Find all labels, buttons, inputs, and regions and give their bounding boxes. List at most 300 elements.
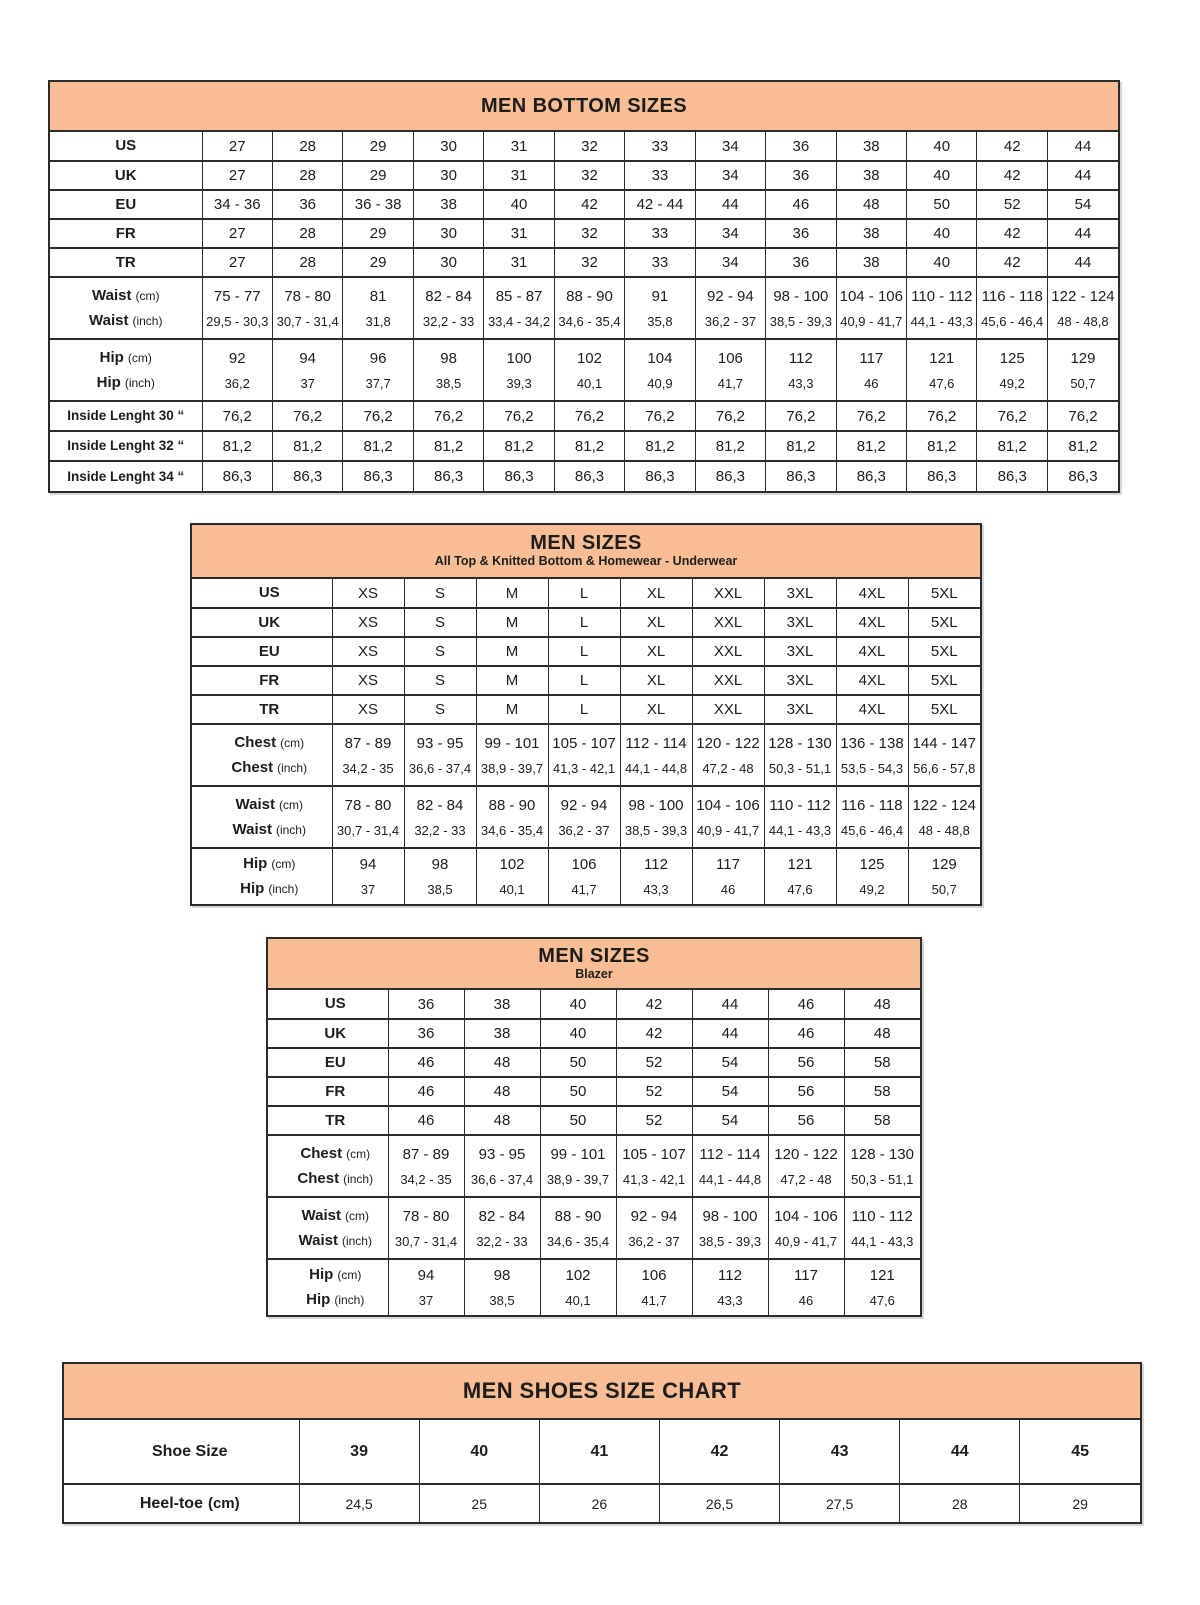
- value-cell: 81,2: [484, 431, 554, 461]
- value-cell: XS: [332, 666, 404, 695]
- value-cm: 116 - 118: [841, 796, 903, 814]
- value-inch: 33,4 - 34,2: [487, 313, 551, 329]
- value-cell: 29: [343, 248, 413, 277]
- value-cell: 50: [540, 1048, 616, 1077]
- row-label: [268, 990, 388, 1019]
- value-cell: 81,2: [1047, 431, 1118, 461]
- men-sizes-top-subtitle: All Top & Knitted Bottom & Homewear - Underwear: [434, 554, 738, 569]
- value-cell: 27,5: [780, 1484, 900, 1522]
- row-label-unit: (cm): [271, 857, 296, 871]
- row-label-line: [283, 1113, 388, 1129]
- value-cell: 34: [695, 132, 765, 161]
- value-cm: 121: [869, 1267, 895, 1284]
- value-cell: 76,2: [343, 401, 413, 431]
- value-stack: [333, 797, 404, 838]
- row-label-line: [207, 585, 332, 601]
- value-cm: 110 - 112: [769, 796, 831, 814]
- value-cell: [692, 1197, 768, 1259]
- table-row: [192, 724, 980, 786]
- row-label-line: [50, 313, 202, 329]
- value-stack: [405, 797, 476, 838]
- value-cell: 52: [616, 1048, 692, 1077]
- row-label-line: [283, 1146, 388, 1162]
- value-cell: 3XL: [764, 695, 836, 724]
- value-cell: L: [548, 579, 620, 608]
- row-label: [268, 1019, 388, 1048]
- value-cell: 86,3: [977, 461, 1047, 491]
- row-label-text: Waist: [235, 795, 275, 813]
- row-label-stack: [207, 735, 332, 776]
- value-cell: [1047, 277, 1118, 339]
- value-cm: 92: [228, 349, 246, 367]
- value-stack: [837, 350, 906, 391]
- value-stack: [343, 350, 412, 391]
- value-cell: [977, 339, 1047, 401]
- value-cm: 122 - 124: [912, 796, 976, 814]
- value-inch: 44,1 - 43,3: [768, 822, 832, 838]
- value-cell: 40: [907, 248, 977, 277]
- men-sizes-top-header-band: [192, 525, 980, 579]
- value-cell: 52: [977, 190, 1047, 219]
- value-cell: 45: [1020, 1420, 1140, 1484]
- row-label-line: [81, 1496, 299, 1512]
- value-cell: [554, 277, 624, 339]
- value-stack: [617, 1267, 692, 1308]
- value-cell: 42: [977, 248, 1047, 277]
- value-cell: 54: [692, 1048, 768, 1077]
- men-bottom-sizes-grid: [50, 132, 1118, 491]
- value-cm: 88 - 90: [554, 1207, 602, 1225]
- value-stack: [845, 1208, 921, 1249]
- value-inch: 37: [300, 375, 315, 391]
- value-cell: 32: [554, 132, 624, 161]
- value-cell: [404, 724, 476, 786]
- value-cm: 81: [369, 287, 387, 305]
- value-cell: 27: [202, 219, 272, 248]
- value-cell: [1047, 339, 1118, 401]
- value-inch: 30,7 - 31,4: [394, 1233, 458, 1249]
- value-cell: [616, 1259, 692, 1315]
- men-shoes-grid: [64, 1420, 1140, 1522]
- value-cell: [476, 724, 548, 786]
- value-stack: [203, 350, 272, 391]
- value-stack: [414, 350, 483, 391]
- value-cell: XL: [620, 637, 692, 666]
- row-label: [268, 1259, 388, 1315]
- men-bottom-sizes-title: MEN BOTTOM SIZES: [480, 95, 688, 117]
- value-stack: [389, 1267, 464, 1308]
- value-inch: 38,5 - 39,3: [769, 313, 832, 329]
- value-stack: [693, 735, 764, 776]
- value-cm: 117: [716, 856, 740, 873]
- value-cell: [202, 339, 272, 401]
- value-stack: [333, 856, 404, 897]
- value-cell: 50: [907, 190, 977, 219]
- value-cell: [766, 339, 836, 401]
- value-cell: 41: [539, 1420, 659, 1484]
- value-inch: 45,6 - 46,4: [981, 313, 1044, 329]
- value-cell: 38: [413, 190, 483, 219]
- value-cell: 81,2: [272, 431, 342, 461]
- value-inch: 36,6 - 37,4: [408, 760, 472, 776]
- row-label-stack: [283, 1208, 388, 1249]
- value-stack: [333, 735, 404, 776]
- value-inch: 43,3: [788, 375, 814, 391]
- value-cell: 86,3: [1047, 461, 1118, 491]
- value-stack: [389, 1146, 464, 1187]
- value-cell: [908, 848, 980, 904]
- value-cell: [540, 1259, 616, 1315]
- value-cm: 98: [493, 1267, 511, 1284]
- value-inch: 40,1: [576, 375, 603, 391]
- row-label-line: [207, 856, 332, 872]
- value-inch: 32,2 - 33: [422, 313, 475, 329]
- value-stack: [845, 1267, 921, 1308]
- value-stack: [1048, 288, 1118, 329]
- row-label: [50, 461, 202, 491]
- value-cell: [404, 848, 476, 904]
- table-row: [50, 431, 1118, 461]
- value-stack: [625, 288, 694, 329]
- value-cell: [388, 1197, 464, 1259]
- row-label-unit: (cm): [280, 735, 305, 750]
- row-label-text: EU: [115, 195, 137, 213]
- value-inch: 35,8: [647, 313, 673, 329]
- row-label: [192, 608, 332, 637]
- value-cell: [484, 277, 554, 339]
- row-label-text: FR: [115, 224, 136, 242]
- value-inch: 56,6 - 57,8: [913, 760, 976, 776]
- value-stack: [414, 288, 483, 329]
- value-cell: 36: [766, 161, 836, 190]
- value-cell: 31: [484, 248, 554, 277]
- value-cell: 34 - 36: [202, 190, 272, 219]
- value-stack: [765, 735, 836, 776]
- value-cell: [554, 339, 624, 401]
- value-cell: [332, 848, 404, 904]
- row-label-text: Hip: [96, 373, 121, 391]
- table-row: [268, 990, 920, 1019]
- value-cell: [695, 339, 765, 401]
- value-cm: 98 - 100: [773, 287, 829, 305]
- value-cell: 31: [484, 161, 554, 190]
- row-label-stack: [283, 1267, 388, 1308]
- value-inch: 36,2 - 37: [704, 313, 757, 329]
- value-cm: 94: [359, 856, 377, 873]
- value-cell: 33: [625, 161, 695, 190]
- value-cell: XL: [620, 666, 692, 695]
- value-inch: 36,2: [224, 375, 250, 391]
- value-cell: 32: [554, 248, 624, 277]
- value-cell: 42: [977, 219, 1047, 248]
- value-cell: 44: [692, 990, 768, 1019]
- table-row: [50, 401, 1118, 431]
- value-stack: [549, 735, 620, 776]
- value-cell: 48: [844, 990, 920, 1019]
- value-inch: 37: [418, 1293, 434, 1308]
- value-cm: 88 - 90: [488, 796, 536, 814]
- value-cm: 104 - 106: [774, 1207, 838, 1225]
- value-cell: 46: [388, 1048, 464, 1077]
- value-cell: [908, 786, 980, 848]
- row-label-unit: (cm): [346, 1146, 371, 1161]
- table-row: [192, 848, 980, 904]
- value-cell: 44: [1047, 248, 1118, 277]
- men-shoes-size-table: [62, 1362, 1142, 1524]
- value-cell: 40: [419, 1420, 539, 1484]
- row-label-text: UK: [114, 166, 137, 184]
- value-stack: [837, 288, 906, 329]
- value-cell: 54: [1047, 190, 1118, 219]
- value-stack: [273, 350, 342, 391]
- row-label-unit: (cm): [344, 1208, 369, 1223]
- row-label-line: [207, 702, 332, 718]
- value-cell: [692, 786, 764, 848]
- value-stack: [766, 350, 835, 391]
- value-stack: [693, 797, 764, 838]
- value-cell: 76,2: [836, 401, 906, 431]
- value-cell: XS: [332, 608, 404, 637]
- value-inch: 31,8: [365, 313, 391, 329]
- row-label-unit: (inch): [277, 760, 308, 775]
- row-label-line: [50, 197, 202, 213]
- value-cell: 48: [464, 1106, 540, 1135]
- value-cell: 30: [413, 161, 483, 190]
- men-bottom-sizes-header-band: [50, 82, 1118, 132]
- row-label-text: Waist: [301, 1206, 341, 1224]
- row-label-line: [207, 615, 332, 631]
- men-sizes-blazer-title: MEN SIZES: [538, 944, 650, 967]
- value-cm: 120 - 122: [774, 1145, 838, 1163]
- value-cell: [692, 1259, 768, 1315]
- row-label-line: [283, 1267, 388, 1283]
- value-stack: [541, 1146, 616, 1187]
- value-cell: XXL: [692, 579, 764, 608]
- table-row: [268, 1048, 920, 1077]
- row-label: [192, 666, 332, 695]
- value-inch: 38,5 - 39,3: [624, 822, 688, 838]
- value-inch: 50,3 - 51,1: [768, 760, 832, 776]
- value-cell: 36: [766, 248, 836, 277]
- row-label-line: [207, 735, 332, 751]
- value-cm: 106: [641, 1267, 667, 1284]
- value-cell: 30: [413, 248, 483, 277]
- value-stack: [765, 856, 836, 897]
- value-cell: [464, 1197, 540, 1259]
- value-cell: 36: [766, 219, 836, 248]
- value-cell: XXL: [692, 695, 764, 724]
- value-cell: 42: [616, 990, 692, 1019]
- value-cell: [464, 1135, 540, 1197]
- row-label-text: US: [258, 584, 280, 601]
- value-stack: [621, 735, 692, 776]
- value-stack: [769, 1208, 844, 1249]
- value-cell: 4XL: [836, 695, 908, 724]
- row-label-text: Waist: [232, 820, 272, 838]
- value-stack: [541, 1208, 616, 1249]
- value-cell: [768, 1259, 844, 1315]
- row-label-text: Hip: [243, 855, 268, 872]
- value-cell: 76,2: [272, 401, 342, 431]
- value-inch: 41,7: [717, 375, 744, 391]
- value-cell: 24,5: [299, 1484, 419, 1522]
- value-cell: 81,2: [413, 431, 483, 461]
- value-inch: 36,6 - 37,4: [470, 1171, 534, 1187]
- value-cell: 46: [388, 1077, 464, 1106]
- value-cm: 85 - 87: [495, 287, 543, 305]
- value-cell: [476, 786, 548, 848]
- value-cell: 56: [768, 1048, 844, 1077]
- row-label-text: UK: [324, 1024, 347, 1042]
- value-cell: 76,2: [907, 401, 977, 431]
- value-stack: [621, 797, 692, 838]
- value-cell: 46: [766, 190, 836, 219]
- value-cm: 104 - 106: [839, 287, 903, 305]
- value-cell: M: [476, 579, 548, 608]
- row-label: [192, 724, 332, 786]
- value-cm: 75 - 77: [213, 287, 261, 305]
- value-cell: 48: [464, 1048, 540, 1077]
- value-cell: 3XL: [764, 579, 836, 608]
- value-cm: 82 - 84: [425, 287, 472, 305]
- value-cell: [768, 1197, 844, 1259]
- value-cm: 93 - 95: [416, 734, 464, 752]
- value-cm: 98 - 100: [702, 1207, 758, 1225]
- value-cell: 81,2: [343, 431, 413, 461]
- value-cm: 125: [999, 349, 1025, 367]
- value-cell: L: [548, 695, 620, 724]
- value-inch: 47,6: [929, 375, 955, 391]
- men-sizes-blazer-header-band: [268, 939, 920, 990]
- value-inch: 43,3: [643, 882, 669, 897]
- row-label-text: TR: [325, 1111, 346, 1129]
- value-cell: 31: [484, 219, 554, 248]
- value-cell: [766, 277, 836, 339]
- value-cell: [768, 1135, 844, 1197]
- value-cell: 58: [844, 1077, 920, 1106]
- value-cm: 92 - 94: [707, 287, 754, 305]
- value-stack: [617, 1146, 692, 1187]
- value-inch: 37,7: [365, 375, 391, 391]
- table-row: [50, 161, 1118, 190]
- value-cell: [844, 1259, 920, 1315]
- value-cell: 28: [272, 219, 342, 248]
- value-cell: 81,2: [766, 431, 836, 461]
- value-stack: [769, 1267, 844, 1308]
- value-cell: 56: [768, 1106, 844, 1135]
- row-label: [50, 248, 202, 277]
- value-cell: [844, 1135, 920, 1197]
- value-cell: [540, 1135, 616, 1197]
- value-cell: [202, 277, 272, 339]
- value-cell: 54: [692, 1077, 768, 1106]
- value-stack: [617, 1208, 692, 1249]
- value-stack: [837, 735, 908, 776]
- value-inch: 34,6 - 35,4: [558, 313, 621, 329]
- value-cell: [540, 1197, 616, 1259]
- value-stack: [484, 350, 553, 391]
- value-cell: 38: [836, 132, 906, 161]
- value-cell: 27: [202, 248, 272, 277]
- row-label-text: FR: [325, 1082, 346, 1100]
- value-cell: 3XL: [764, 666, 836, 695]
- value-inch: 38,9 - 39,7: [546, 1171, 610, 1187]
- value-stack: [837, 797, 908, 838]
- value-inch: 47,2 - 48: [780, 1171, 832, 1187]
- value-cell: 86,3: [413, 461, 483, 491]
- value-inch: 44,1 - 43,3: [851, 1233, 914, 1249]
- value-cell: 46: [768, 1019, 844, 1048]
- value-cell: [343, 339, 413, 401]
- value-cell: 33: [625, 132, 695, 161]
- value-cell: 3XL: [764, 608, 836, 637]
- value-cell: 36: [272, 190, 342, 219]
- value-cell: 27: [202, 132, 272, 161]
- value-inch: 50,7: [931, 882, 957, 897]
- value-stack: [625, 350, 694, 391]
- row-label-text: TR: [115, 253, 136, 271]
- value-inch: 47,2 - 48: [702, 760, 754, 776]
- value-inch: 50,3 - 51,1: [851, 1171, 914, 1187]
- value-cell: 28: [272, 248, 342, 277]
- row-label-line: [50, 469, 202, 485]
- value-inch: 34,2 - 35: [342, 760, 394, 776]
- value-cell: 50: [540, 1106, 616, 1135]
- value-inch: 37: [360, 882, 376, 897]
- row-label-stack: [50, 288, 202, 329]
- row-label: [192, 579, 332, 608]
- row-label-text: TR: [259, 700, 280, 718]
- value-cell: 36: [388, 990, 464, 1019]
- value-inch: 40,1: [565, 1293, 591, 1308]
- value-stack: [977, 288, 1046, 329]
- value-cell: 50: [540, 1077, 616, 1106]
- value-inch: 34,6 - 35,4: [546, 1233, 610, 1249]
- value-cell: [625, 277, 695, 339]
- table-row: [64, 1420, 1140, 1484]
- value-cm: 112 - 114: [625, 734, 687, 752]
- value-cell: [343, 277, 413, 339]
- value-cm: 100: [506, 349, 532, 367]
- value-cell: 3XL: [764, 637, 836, 666]
- value-cm: 117: [794, 1267, 818, 1284]
- men-sizes-blazer-table: [266, 937, 922, 1317]
- table-row: [192, 695, 980, 724]
- row-label-text: Chest: [297, 1169, 340, 1187]
- row-label-unit: (inch): [132, 313, 163, 328]
- value-cell: [764, 848, 836, 904]
- value-cell: L: [548, 637, 620, 666]
- row-label-text: Waist: [89, 311, 129, 329]
- value-cell: 58: [844, 1106, 920, 1135]
- table-row: [50, 132, 1118, 161]
- value-cm: 102: [576, 349, 602, 367]
- value-cell: 27: [202, 161, 272, 190]
- value-cell: 48: [464, 1077, 540, 1106]
- value-stack: [541, 1267, 616, 1308]
- value-cm: 125: [859, 856, 885, 873]
- value-inch: 36,2 - 37: [628, 1233, 680, 1249]
- value-cell: 48: [836, 190, 906, 219]
- row-label-unit: (inch): [124, 375, 155, 390]
- value-cell: 76,2: [484, 401, 554, 431]
- value-stack: [203, 288, 272, 329]
- value-cell: XS: [332, 579, 404, 608]
- value-cell: [844, 1197, 920, 1259]
- table-row: [50, 461, 1118, 491]
- row-label-unit: (inch): [341, 1233, 372, 1248]
- value-cell: 31: [484, 132, 554, 161]
